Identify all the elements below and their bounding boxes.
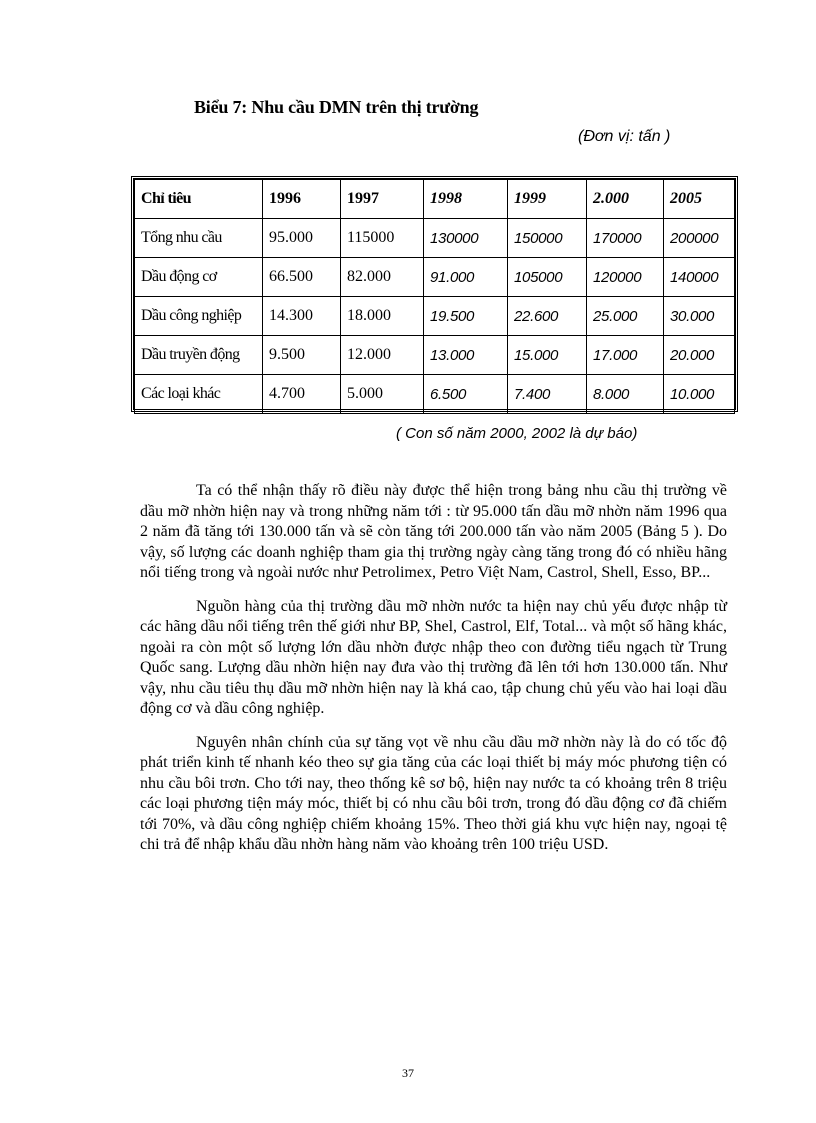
- table-cell: 95.000: [263, 219, 341, 258]
- header-cell-1996: 1996: [263, 180, 341, 219]
- table-header-row: [135, 180, 735, 219]
- table-row: [135, 336, 735, 375]
- table-row: [135, 258, 735, 297]
- table-cell: 120000: [587, 258, 664, 297]
- page-number: 37: [402, 1066, 414, 1080]
- table-cell: 10.000: [664, 375, 735, 414]
- table-cell: 19.500: [424, 297, 508, 336]
- row-label: Dầu truyền động: [135, 336, 263, 375]
- table-cell: 5.000: [341, 375, 424, 414]
- table-cell: 13.000: [424, 336, 508, 375]
- table-cell: 66.500: [263, 258, 341, 297]
- table-cell: 150000: [508, 219, 587, 258]
- header-cell-2000: 2.000: [587, 180, 664, 219]
- table-cell: 140000: [664, 258, 735, 297]
- table-cell: 4.700: [263, 375, 341, 414]
- table-row: [135, 297, 735, 336]
- paragraph: Ta có thể nhận thấy rõ điều này được thể hiện trong bảng nhu cầu thị trường về dầu mỡ nhờn hiện nay và trong những năm tới : từ 95.000 tấn dầu mỡ nhờn năm 1996 qua 2 năm đã tăng tới 130.000 tấn và sẽ còn tăng tới 200.000 tấn vào năm 2005 (Bảng 5 ). Do vậy, số lượng các doanh nghiệp tham gia thị trường ngày càng tăng trong đó có nhiều hãng nổi tiếng trong và ngoài nước như Petrolimex, Petro Việt Nam, Castrol, Shell, Esso, BP...: [140, 482, 727, 581]
- forecast-note: ( Con số năm 2000, 2002 là dự báo): [396, 425, 638, 442]
- paragraph: Nguồn hàng của thị trường dầu mỡ nhờn nước ta hiện nay chủ yếu được nhập từ các hãng dầu nổi tiếng trên thế giới như BP, Shel, Castrol, Elf, Total... và một số hãng khác, ngoài ra còn một số lượng lớn dầu nhờn được nhập theo con đường tiểu ngạch từ Trung Quốc sang. Lượng dầu nhờn hiện nay đưa vào thị trường đã lên tới hơn 130.000 tấn. Như vậy, nhu cầu tiêu thụ dầu mỡ nhờn hiện nay là khá cao, tập chung chủ yếu vào hai loại dầu động cơ và dầu công nghiệp.: [140, 597, 727, 717]
- row-label: Các loại khác: [135, 375, 263, 414]
- row-label: Tổng nhu cầu: [135, 219, 263, 258]
- table-cell: 130000: [424, 219, 508, 258]
- row-label: Dầu động cơ: [135, 258, 263, 297]
- table-cell: 8.000: [587, 375, 664, 414]
- demand-table-grid: [134, 179, 735, 414]
- table-cell: 91.000: [424, 258, 508, 297]
- unit-label: (Đơn vị: tấn ): [578, 128, 671, 145]
- paragraph: Nguyên nhân chính của sự tăng vọt về nhu cầu dầu mỡ nhờn này là do có tốc độ phát triển kinh tế nhanh kéo theo sự gia tăng của các loại thiết bị máy móc phương tiện có nhu cầu bôi trơn. Cho tới nay, theo thống kê sơ bộ, hiện nay nước ta có khoảng trên 8 triệu các loại phương tiện máy móc, thiết bị có nhu cầu bôi trơn, trong đó dầu động cơ đã chiếm tới 70%, và dầu công nghiệp chiếm khoảng 15%. Theo thời giá khu vực hiện nay, ngoại tệ chi trả để nhập khẩu dầu nhờn hàng năm vào khoảng trên 100 triệu USD.: [140, 733, 727, 853]
- table-cell: 115000: [341, 219, 424, 258]
- table-cell: 7.400: [508, 375, 587, 414]
- demand-table: [131, 176, 738, 412]
- table-cell: 20.000: [664, 336, 735, 375]
- header-cell-1998: 1998: [424, 180, 508, 219]
- body-text: [140, 481, 727, 869]
- table-cell: 18.000: [341, 297, 424, 336]
- table-cell: 200000: [664, 219, 735, 258]
- header-cell-1997: 1997: [341, 180, 424, 219]
- table-cell: 105000: [508, 258, 587, 297]
- table-cell: 22.600: [508, 297, 587, 336]
- header-cell-2005: 2005: [664, 180, 735, 219]
- table-cell: 25.000: [587, 297, 664, 336]
- table-title: Biểu 7: Nhu cầu DMN trên thị trường: [194, 97, 479, 117]
- table-cell: 14.300: [263, 297, 341, 336]
- table-cell: 82.000: [341, 258, 424, 297]
- table-row: [135, 375, 735, 414]
- table-cell: 12.000: [341, 336, 424, 375]
- table-cell: 9.500: [263, 336, 341, 375]
- table-row: [135, 219, 735, 258]
- header-cell-1999: 1999: [508, 180, 587, 219]
- table-cell: 17.000: [587, 336, 664, 375]
- header-cell-indicator: Chỉ tiêu: [135, 180, 263, 219]
- table-cell: 6.500: [424, 375, 508, 414]
- table-cell: 30.000: [664, 297, 735, 336]
- table-cell: 15.000: [508, 336, 587, 375]
- table-cell: 170000: [587, 219, 664, 258]
- row-label: Dầu công nghiệp: [135, 297, 263, 336]
